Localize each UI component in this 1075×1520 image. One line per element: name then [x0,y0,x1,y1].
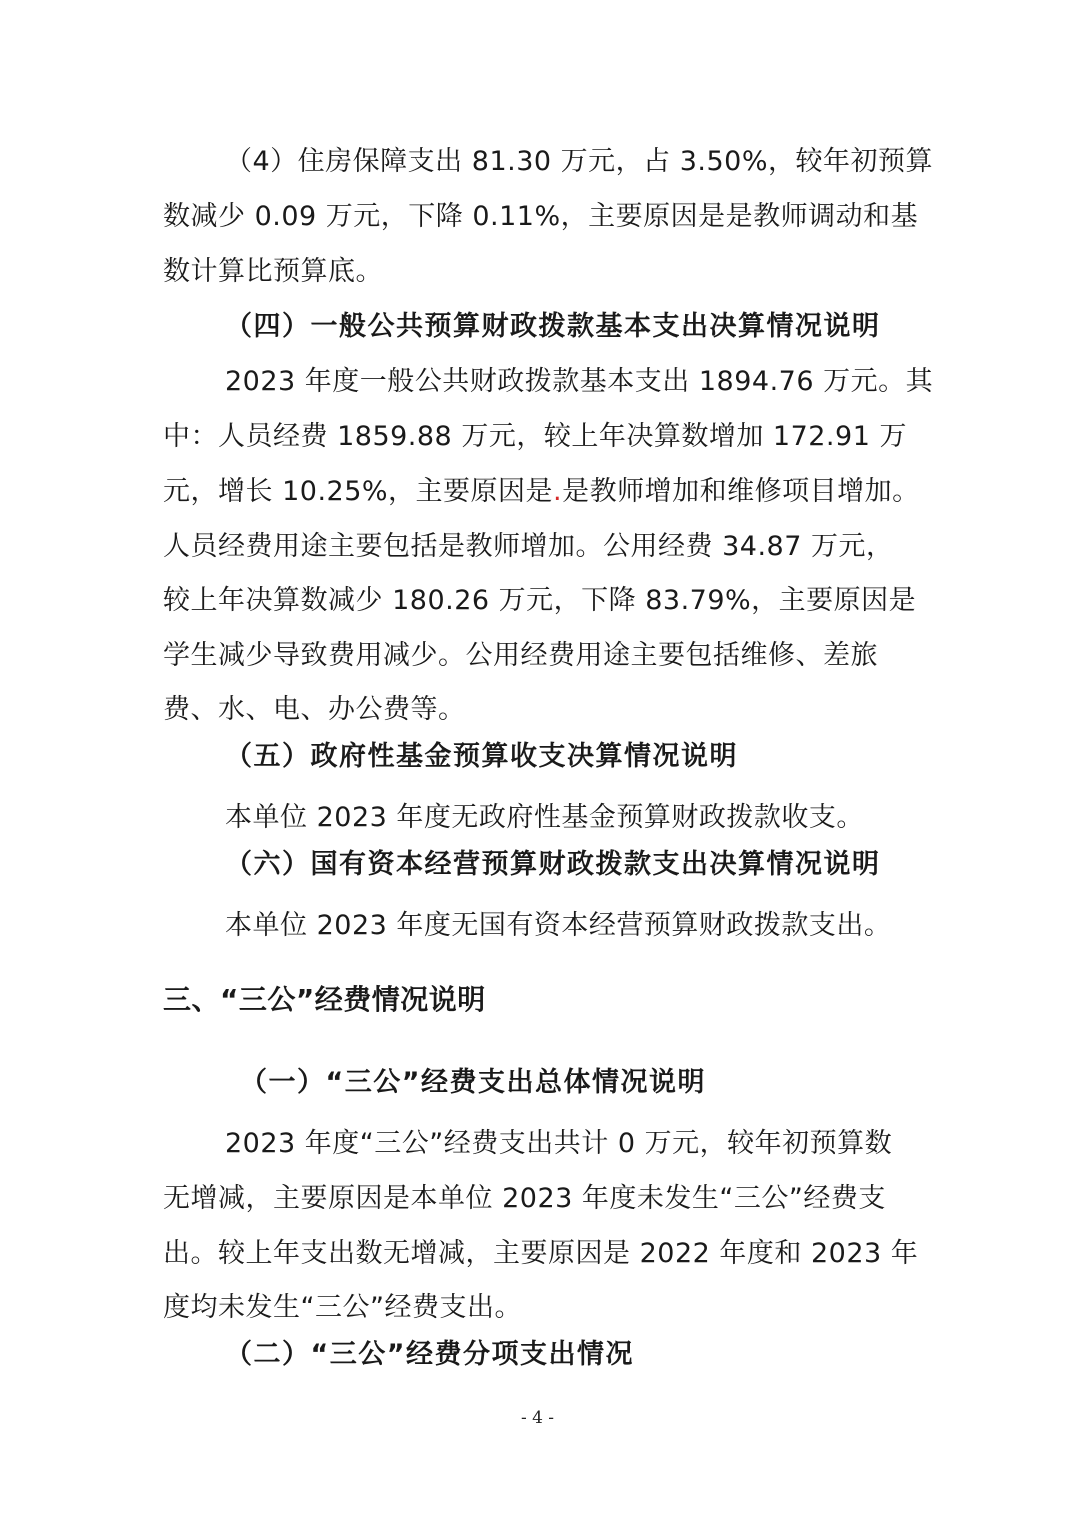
paragraph-line: 无增减，主要原因是本单位 2023 年度未发生“三公”经费支 [163,1183,886,1214]
red-dot-mark: . [553,476,563,507]
paragraph-line: 中：人员经费 1859.88 万元，较上年决算数增加 172.91 万 [163,421,907,452]
section-heading-5: （五）政府性基金预算收支决算情况说明 [225,741,738,772]
paragraph-line: 数减少 0.09 万元，下降 0.11%，主要原因是是教师调动和基 [163,201,919,232]
section-heading-6: （六）国有资本经营预算财政拨款支出决算情况说明 [225,849,881,880]
paragraph-line: 本单位 2023 年度无国有资本经营预算财政拨款支出。 [225,910,892,941]
page-number: - 4 - [520,1408,555,1428]
paragraph-line: 学生减少导致费用减少。公用经费用途主要包括维修、差旅 [163,640,878,671]
paragraph-line [163,472,923,512]
paragraph-line: 2023 年度一般公共财政拨款基本支出 1894.76 万元。其 [225,366,934,397]
paragraph-line: 费、水、电、办公费等。 [163,694,466,725]
paragraph-line: 本单位 2023 年度无政府性基金预算财政拨款收支。 [225,802,864,833]
paragraph-line: 度均未发生“三公”经费支出。 [163,1292,522,1323]
subsection-heading-1: （一）“三公”经费支出总体情况说明 [240,1067,706,1098]
paragraph-line: 2023 年度“三公”经费支出共计 0 万元，较年初预算数 [225,1128,893,1159]
subsection-heading-2: （二）“三公”经费分项支出情况 [225,1339,634,1370]
paragraph-line: 数计算比预算底。 [163,256,383,287]
paragraph-line: 人员经费用途主要包括是教师增加。公用经费 34.87 万元， [163,531,894,562]
text-segment: 是教师增加和维修项目增加。 [562,476,920,507]
section-heading-4: （四）一般公共预算财政拨款基本支出决算情况说明 [225,311,881,342]
paragraph-line: 较上年决算数减少 180.26 万元，下降 83.79%，主要原因是 [163,585,917,616]
text-segment: 元，增长 10.25%，主要原因是 [163,476,554,507]
chapter-heading: 三、“三公”经费情况说明 [163,983,486,1016]
paragraph-line: 出。较上年支出数无增减，主要原因是 2022 年度和 2023 年 [163,1238,919,1269]
paragraph-line: （4）住房保障支出 81.30 万元，占 3.50%，较年初预算 [225,146,933,177]
